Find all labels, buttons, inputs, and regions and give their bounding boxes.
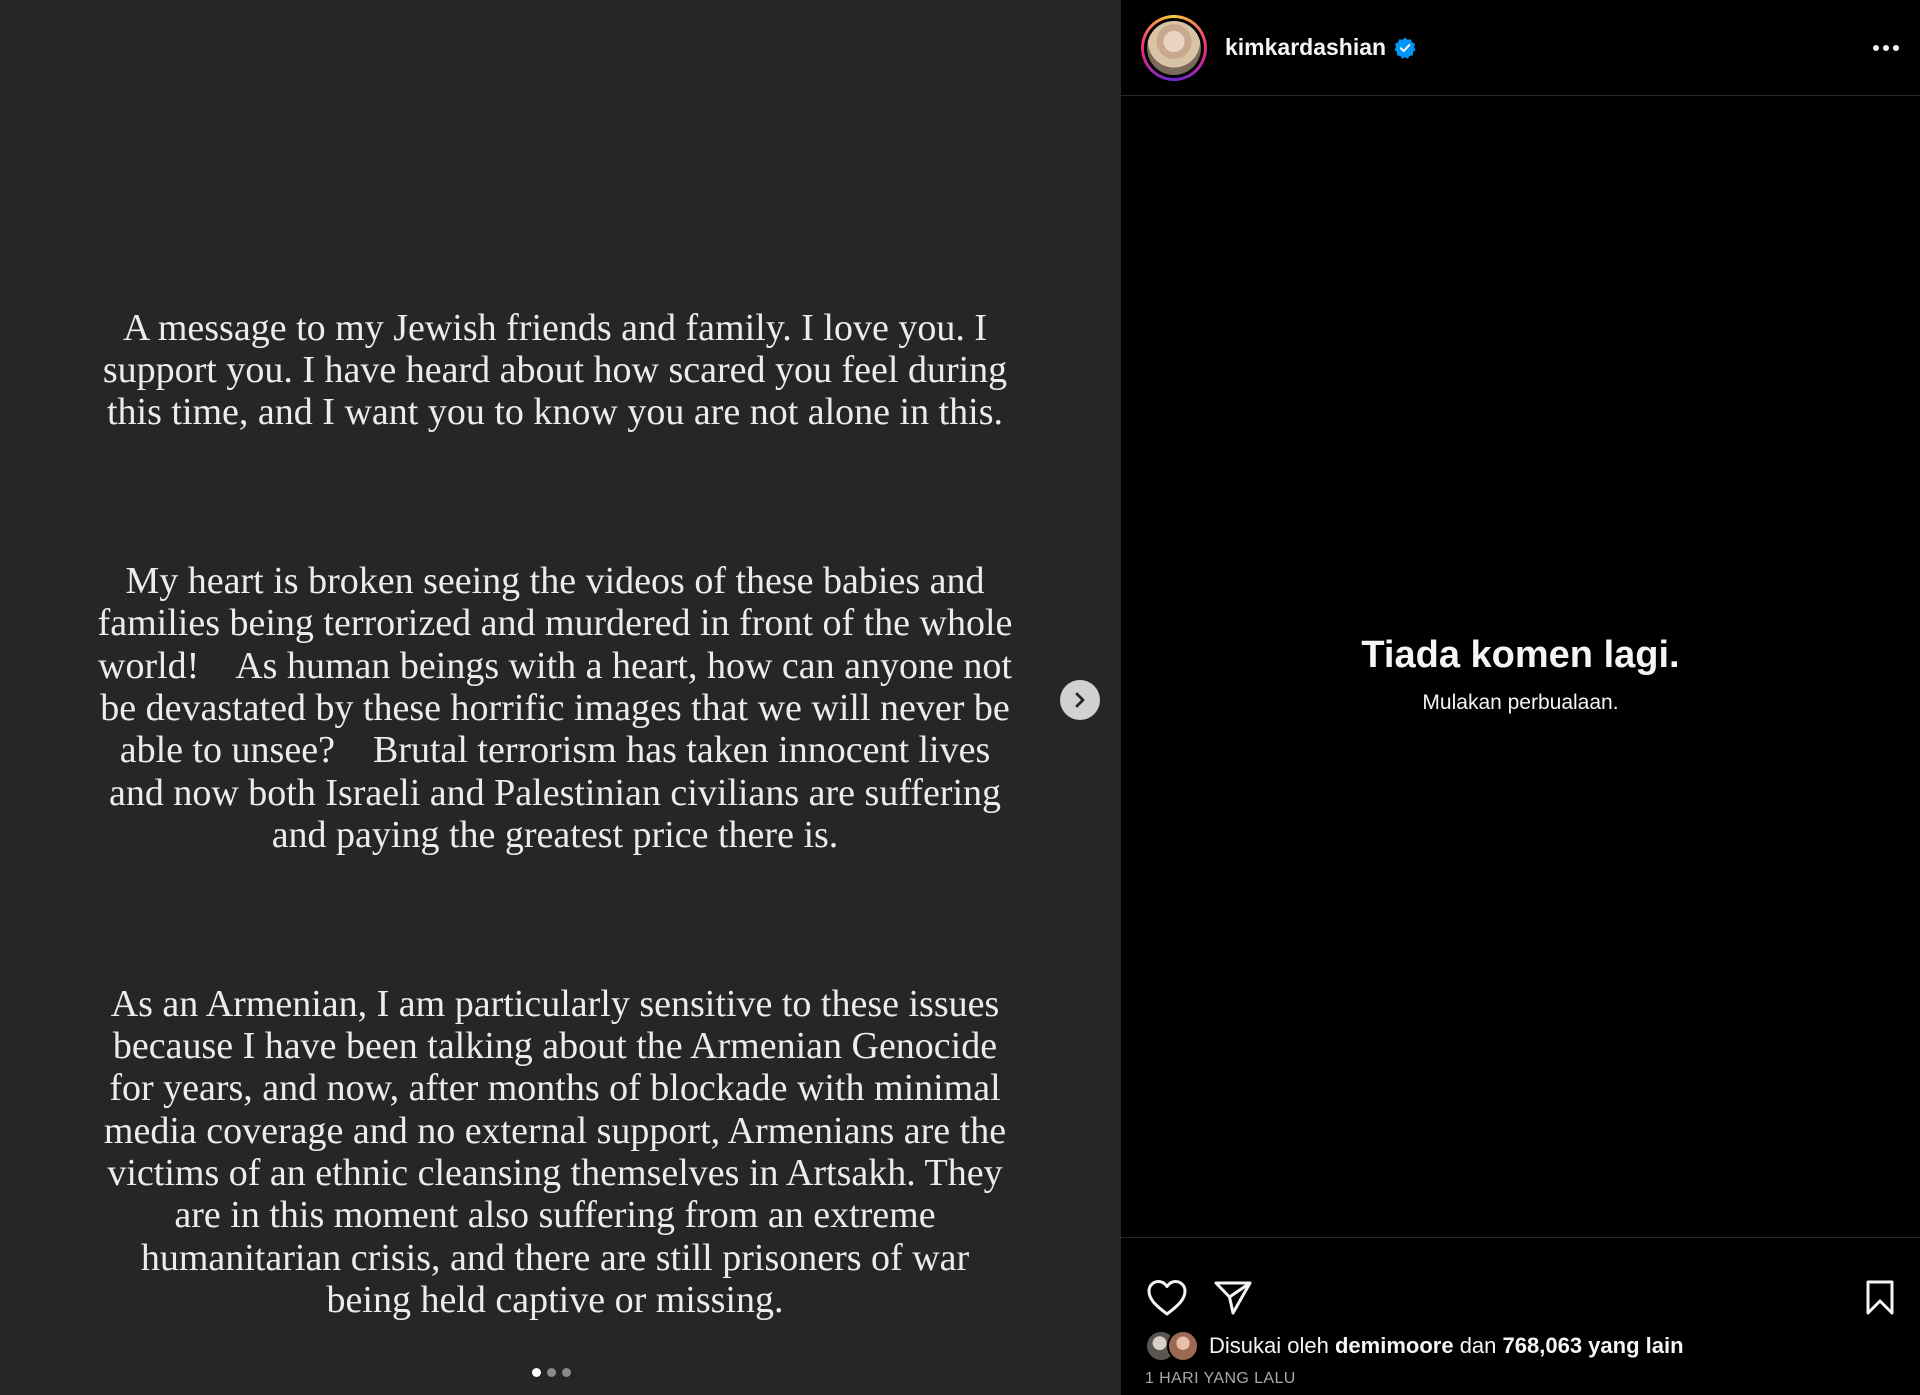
likes-summary	[1145, 1330, 1684, 1362]
empty-comments-subtitle: Mulakan perbualaan.	[1422, 691, 1619, 714]
send-icon	[1214, 1280, 1252, 1316]
likes-prefix: Disukai oleh	[1209, 1333, 1329, 1358]
avatar	[1167, 1330, 1199, 1362]
verified-badge-icon	[1394, 37, 1416, 59]
post-timestamp: 1 HARI YANG LALU	[1145, 1370, 1296, 1387]
likes-conjunction: dan	[1459, 1333, 1497, 1358]
like-button[interactable]	[1145, 1276, 1189, 1320]
heart-icon	[1147, 1279, 1187, 1317]
avatar-image	[1147, 21, 1201, 75]
carousel-dot-3	[562, 1368, 571, 1377]
save-button[interactable]	[1858, 1276, 1902, 1320]
carousel-dot-1	[532, 1368, 541, 1377]
comments-list	[1121, 96, 1920, 1237]
carousel-indicator	[532, 1368, 571, 1377]
post-header	[1121, 0, 1920, 96]
liker-avatars[interactable]	[1145, 1330, 1203, 1362]
post-text	[95, 222, 1022, 1395]
bookmark-icon	[1865, 1280, 1895, 1316]
post-paragraph-2: My heart is broken seeing the videos of these babies and families being terrorized and murdered in front of the whole world! As human beings with a heart, how can anyone not be devastated by these horrific images that we will never be able to unsee? Brutal terrorism has taken innocent lives and now both Israeli and Palestinian civilians are suffering and paying the greatest price there is.	[97, 560, 1022, 856]
next-slide-button[interactable]	[1060, 680, 1100, 720]
chevron-right-icon	[1071, 691, 1089, 709]
share-button[interactable]	[1211, 1276, 1255, 1320]
avatar[interactable]	[1141, 15, 1207, 81]
post-paragraph-3: As an Armenian, I am particularly sensitive to these issues because I have been talking about the Armenian Genocide for years, and now, after months of blockade with minimal media coverage and no external support, Armenians are the victims of an ethnic cleansing themselves in Artsakh. They are in this moment also suffering from an extreme humanitarian crisis, and there are still prisoners of war being held captive or missing.	[103, 982, 1016, 1321]
post-actions	[1121, 1237, 1920, 1395]
more-options-button[interactable]	[1868, 30, 1904, 66]
username-link[interactable]: kimkardashian	[1225, 34, 1387, 60]
carousel-dot-2	[547, 1368, 556, 1377]
post-paragraph-1: A message to my Jewish friends and family. I love you. I support you. I have heard about how scared you feel during this time, and I want you to know you are not alone in this.	[102, 306, 1017, 434]
empty-comments-title: Tiada komen lagi.	[1361, 634, 1680, 676]
liker-username-link[interactable]: demimoore	[1334, 1333, 1454, 1358]
comments-panel	[1120, 0, 1920, 1395]
more-horizontal-icon	[1872, 44, 1900, 52]
others-likes-link[interactable]: 768,063 yang lain	[1502, 1333, 1684, 1358]
